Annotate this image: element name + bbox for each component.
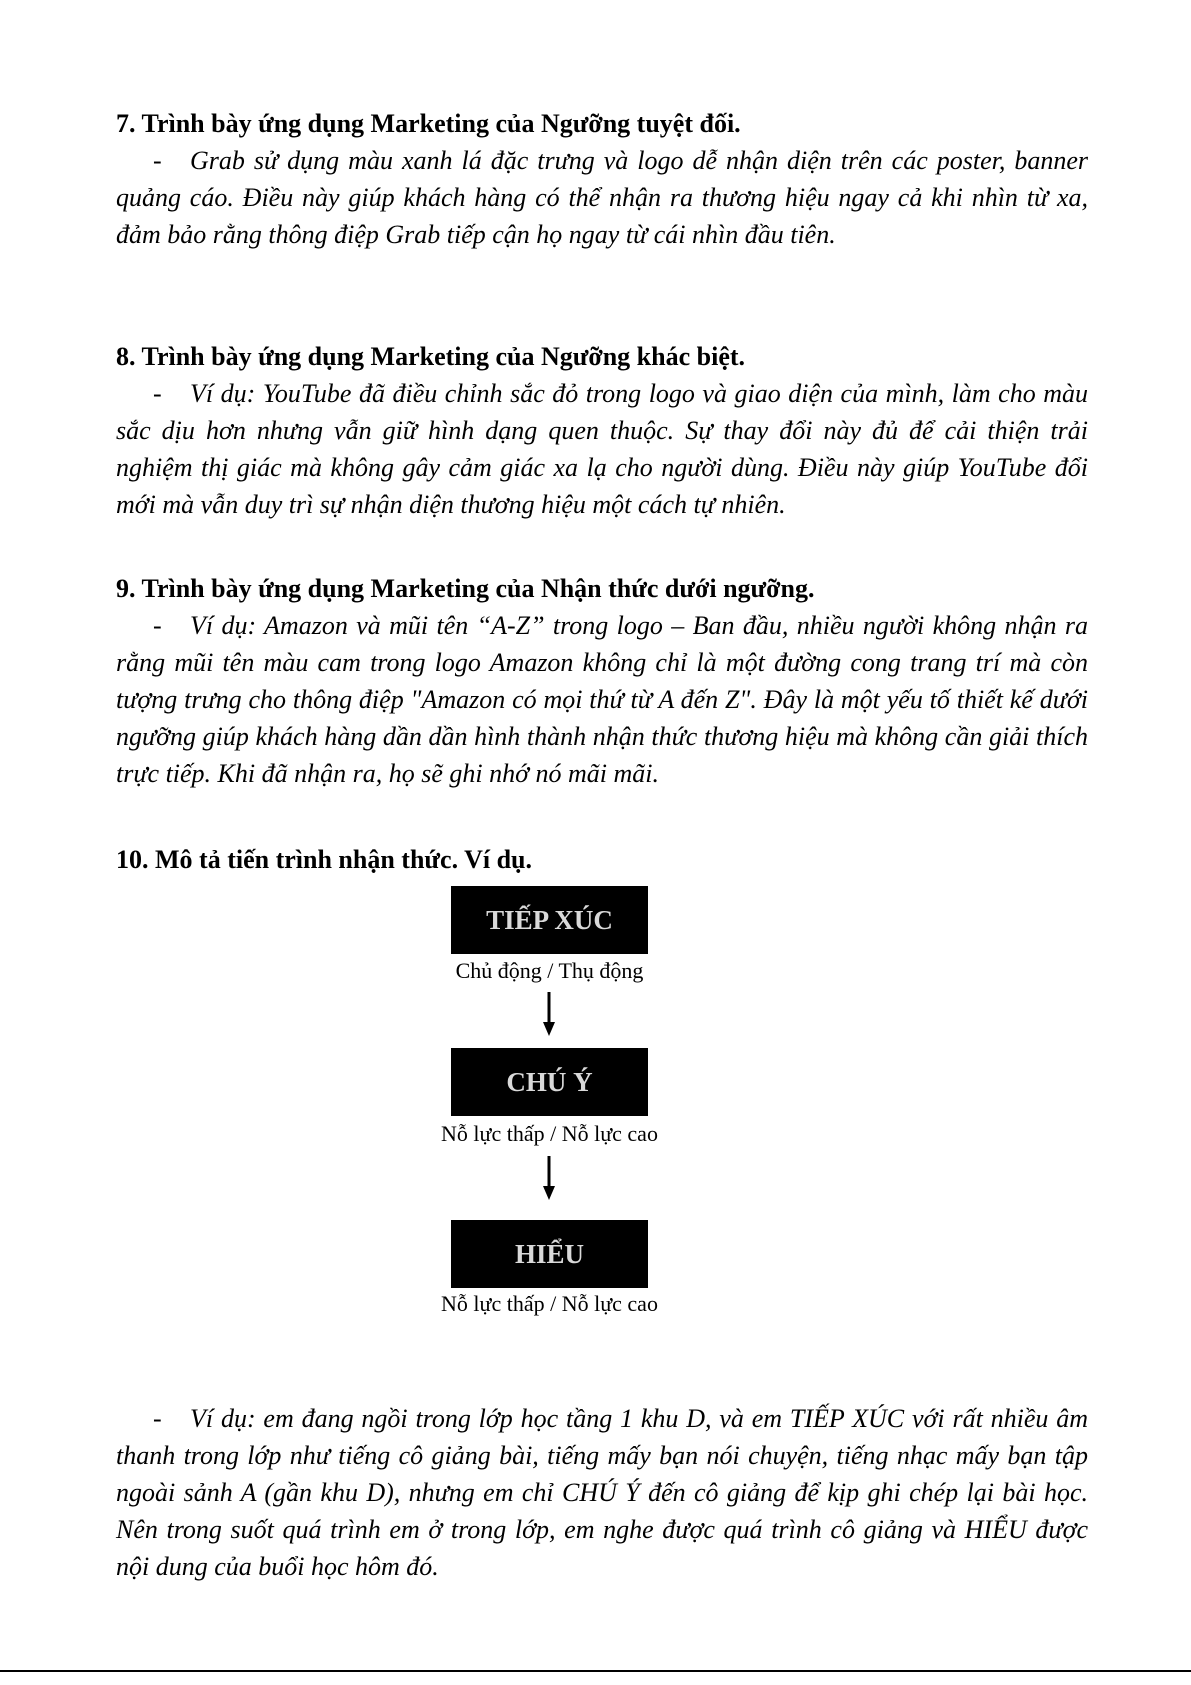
flow-step-caption: Nỗ lực thấp / Nỗ lực cao [441, 1291, 658, 1316]
paragraph-text: Ví dụ: em đang ngồi trong lớp học tầng 1 khu D, và em TIẾP XÚC với rất nhiều âm thanh trong lớp như tiếng cô giảng bài, tiếng mấy bạn nói chuyện, tiếng nhạc mấy bạn tập ngoài sảnh A (gần khu D), nhưng em chỉ CHÚ Ý đến cô giảng để kịp ghi chép lại bài học. Nên trong suốt quá trình em ở trong lớp, em nghe được quá trình cô giảng và HIỂU được nội dung của buổi học hôm đó. [116, 1404, 1088, 1581]
perception-process-diagram [116, 886, 1088, 1356]
paragraph-text: Grab sử dụng màu xanh lá đặc trưng và logo dễ nhận diện trên các poster, banner quảng cáo. Điều này giúp khách hàng có thể nhận ra thương hiệu ngay cả khi nhìn từ xa, đảm bảo rằng thông điệp Grab tiếp cận họ ngay từ cái nhìn đầu tiên. [116, 146, 1088, 249]
section-paragraph [116, 607, 1088, 792]
down-arrow-icon [541, 1156, 557, 1200]
section-heading: 10. Mô tả tiến trình nhận thức. Ví dụ. [116, 845, 533, 874]
flow-step-caption: Chủ động / Thụ động [455, 958, 644, 983]
paragraph-text: Ví dụ: YouTube đã điều chỉnh sắc đỏ trong logo và giao diện của mình, làm cho màu sắc dịu hơn nhưng vẫn giữ hình dạng quen thuộc. Sự thay đổi này đủ để cải thiện trải nghiệm thị giác mà không gây cảm giác xa lạ cho người dùng. Điều này giúp YouTube đổi mới mà vẫn duy trì sự nhận diện thương hiệu một cách tự nhiên. [116, 379, 1088, 519]
down-arrow-icon [541, 992, 557, 1036]
flow-step-caption: Nỗ lực thấp / Nỗ lực cao [441, 1121, 658, 1146]
section-7 [116, 106, 1088, 253]
section-10 [116, 842, 1088, 1585]
flow-step-box: CHÚ Ý [451, 1048, 648, 1116]
paragraph-text: Ví dụ: Amazon và mũi tên “A-Z” trong logo – Ban đầu, nhiều người không nhận ra rằng mũi tên màu cam trong logo Amazon không chỉ là một đường cong trang trí mà còn tượng trưng cho thông điệp "Amazon có mọi thứ từ A đến Z". Đây là một yếu tố thiết kế dưới ngưỡng giúp khách hàng dần dần hình thành nhận thức thương hiệu mà không cần giải thích trực tiếp. Khi đã nhận ra, họ sẽ ghi nhớ nó mãi mãi. [116, 611, 1088, 788]
flow-step-box: TIẾP XÚC [451, 886, 648, 954]
section-9 [116, 571, 1088, 792]
bullet-dash: - [153, 1404, 162, 1433]
flow-step-box: HIỂU [451, 1220, 648, 1288]
document-page [116, 106, 1088, 1585]
bullet-dash: - [153, 611, 162, 640]
page-footer-rule [0, 1670, 1191, 1672]
section-paragraph [116, 1400, 1088, 1585]
section-paragraph [116, 142, 1088, 253]
section-paragraph [116, 375, 1088, 523]
section-heading: 7. Trình bày ứng dụng Marketing của Ngưỡng tuyệt đối. [116, 109, 741, 138]
bullet-dash: - [153, 146, 162, 175]
bullet-dash: - [153, 379, 162, 408]
section-8 [116, 339, 1088, 523]
section-heading: 9. Trình bày ứng dụng Marketing của Nhận thức dưới ngưỡng. [116, 574, 815, 603]
section-heading: 8. Trình bày ứng dụng Marketing của Ngưỡng khác biệt. [116, 342, 746, 371]
